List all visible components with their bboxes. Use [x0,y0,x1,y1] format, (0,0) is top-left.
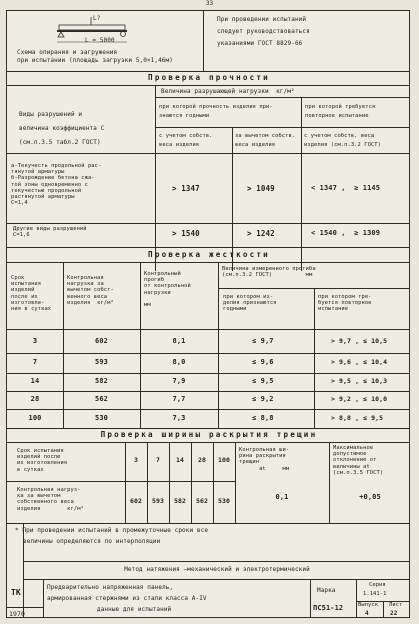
stamp-issue-label: Выпуск [358,602,379,608]
footnote-line-2: величины определяются по интерполяции [23,538,161,545]
stamp-title-3: данные для испытаний [97,606,172,613]
strength-ok-head-2: знаются годными [159,113,210,119]
header-note-3: указаниями ГОСТ 8829-66 [217,40,303,47]
stamp-series-label: Серия [369,582,386,588]
stiffness-meas-head: Величина измеренного прогиба (см.п.3.2 ГОСТ) мм [222,266,316,279]
strength-title: Проверка прочности [148,73,270,82]
stamp-mark-label: Марка [317,587,336,594]
strength-req-head-2: повторное испытание [305,113,369,119]
strength-with-head-2: веса изделия [159,142,200,148]
scheme-caption-2: при испытании (площадь загрузки 5,0×1,46м) [17,57,173,64]
stiffness-ok-head: при котором из- делия признаются годными [223,294,277,313]
strength-load-head: Величина разрушающей нагрузки кг/м² [161,88,295,95]
cracks-deviation-value: +0,05 [359,493,381,501]
strength-ok-head-1: при которой прочность изделия при- [159,104,273,110]
tension-method: Метод натяжения —механический и электротермический [124,566,310,573]
cracks-width-head: Контрольная ши- рина раскрытия трещин аt мм [239,447,290,472]
strength-req-head-1: при которой требуется [305,104,376,110]
stiffness-defl-head: Контрольный прогиб от контрольной нагрузки мм [144,271,191,309]
stiffness-retest-head: при котором тре- буется повторное испытание [318,294,372,313]
strength-without-head-2: веса изделия [235,142,276,148]
stiffness-title: Проверка жесткости [148,250,270,259]
cracks-title: Проверка ширины раскрытия трещин [100,430,318,439]
strength-without-head-1: за вычетом собств. [235,133,296,139]
cracks-width-value: 0,1 [275,493,289,501]
span-label: L = 5000 [85,37,115,44]
scheme-caption-1: Схема опирания и загружения [17,49,118,56]
footnote-line-1: * При проведении испытаний в промежуточные сроки все [15,527,209,534]
strength-with-head-1: с учетом собств. [159,133,213,139]
stamp-mark-value: ПС51-12 [313,604,344,612]
stamp-sheet-label: Лист [389,602,403,608]
cracks-deviation-head: Максимальное допустимое отклонение от величины аt (см.п.3.5 ГОСТ) [333,445,384,476]
stamp-title-1: Предварительно напряженная панель, [47,584,174,591]
cracks-load-label: Контрольная нагруз- ка за вычетом собственного веса изделия кг/м² [17,487,84,512]
stiffness-load-head: Контрольная нагрузка за вычетом собст- венного веса изделия кг/м² [67,275,114,306]
stamp-series-value: 1.141-1 [363,591,387,597]
page-number: 33 [205,0,214,7]
stamp-title-2: армированная стержнями из стали класса А-IV [47,595,207,602]
drawing-sheet: L? L = 5000 Схема опирания и загружения при испытании (площадь загрузки 5,0×1,46м) При проведении испытаний следует руководствоваться указаниями ГОСТ 8829-66 Проверка прочности Виды разрушений и величина коэффициента С (см.п.3.5 табл.2 ГОСТ) Величина разрушающей нагрузки кг/м² при которой прочность изделия при- знаются годными при которой требуется повторное испытание с учетом собств. веса изделия за вычетом собств. веса изделия с учетом собств. веса изделия (см.п.3.2 ГОСТ) а-Текучесть продольной рас- тянутой арматуры б-Разрождение бетона сжа- той зоны одновременно с текучестью продольной растянутой арматуры С=1,4 > 1347 > 1049 < 1347 , ≥ 1145 Другие виды разрушений С=1,6 > 1540 > 1242 < 1540 , ≥ 1309 Проверка жесткости Срок испытания изделий после их изготовле- ния в сутках Контрольная нагрузка за вычетом собст- венного веса изделия кг/м² Контрольный прогиб от контрольной нагрузки мм Величина измеренного прогиба (см.п.3.2 ГОСТ) мм при котором из- делия признаются годными при котором тре- буется повторное испытание 3 602 8,1 ≤ 9,7 > 9,7 , ≤ 10,5 7 593 8,0 ≤ 9,6 > 9,6 , ≤ 10,4 14 582 7,9 ≤ 9,5 > 9,5 , ≤ 10,3 28 562 7,7 ≤ 9,2 > 9,2 , ≤ 10,0 100 530 7,3 ≤ 8,8 > 8,8 , ≤ 9,5 Проверка ширины раскрытия трещин Срок испытания изделий после их изготовления в сутках Контрольная нагруз- ка за вычетом собственного веса изделия кг/м² 3 7 14 28 100 602 593 582 562 530 Контрольная ши- рина раскрытия трещин аt мм 0,1 Максимальное допустимое отклонение от величины аt (см.п.3.5 ГОСТ) +0,05 * При проведении испытаний в промежуточные сроки все величины определяются по интерполяции Метод натяжения —механический и электротермический ТК 1970 Предварительно напряженная панель, армированная стержнями из стали класса А-IV данные для испытаний Марка ПС51-12 Серия 1.141-1 Выпуск 4 Лист 22 [6,10,410,618]
scheme-top-mark: L? [93,15,101,22]
strength-req-with-head-2: изделия (см.п.3.2 ГОСТ) [304,142,381,148]
stamp-year: 1970 [9,610,26,618]
stiffness-days-head: Срок испытания изделий после их изготовле- ния в сутках [11,275,52,313]
stamp-code: ТК [11,588,21,597]
strength-req-with-head-1: с учетом собств. веса [304,133,375,139]
stamp-sheet-value: 22 [390,610,398,617]
stamp-issue-value: 4 [365,610,369,617]
header-note-2: следует руководствоваться [217,28,310,35]
cracks-days-label: Срок испытания изделий после их изготовления в сутках [17,448,68,473]
header-note-1: При проведении испытаний [217,16,307,23]
